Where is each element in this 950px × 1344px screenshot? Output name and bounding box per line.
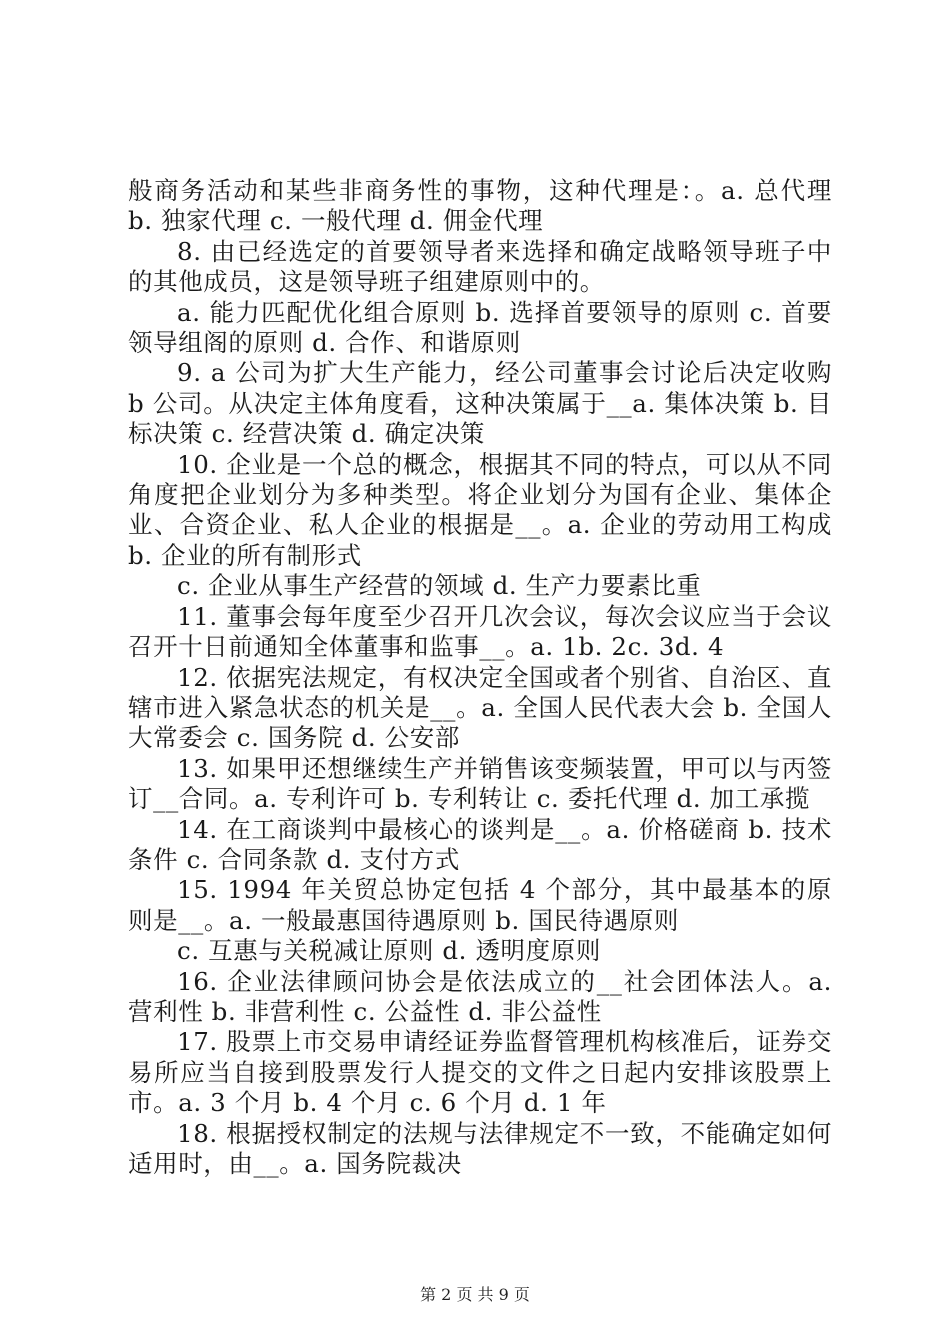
paragraph: 11. 董事会每年度至少召开几次会议，每次会议应当于会议召开十日前通知全体董事和监事__。a. 1b. 2c. 3d. 4 bbox=[128, 601, 832, 662]
paragraph: 9. a 公司为扩大生产能力，经公司董事会讨论后决定收购 b 公司。从决定主体角度看，这种决策属于__a. 集体决策 b. 目标决策 c. 经营决策 d. 确定决策 bbox=[128, 358, 832, 449]
paragraph: c. 互惠与关税减让原则 d. 透明度原则 bbox=[177, 936, 601, 966]
paragraph: a. 能力匹配优化组合原则 b. 选择首要领导的原则 c. 首要领导组阁的原则 d. 合作、和谐原则 bbox=[128, 297, 832, 358]
paragraph: 18. 根据授权制定的法规与法律规定不一致，不能确定如何适用时，由__。a. 国务院裁决 bbox=[128, 1118, 832, 1178]
paragraph: 8. 由已经选定的首要领导者来选择和确定战略领导班子中的其他成员，这是领导班子组建原则中的。 bbox=[128, 236, 832, 297]
paragraph: 17. 股票上市交易申请经证券监督管理机构核准后，证券交易所应当自接到股票发行人提交的文件之日起内安排该股票上市。a. 3 个月 b. 4 个月 c. 6 个月 d. 1 年 bbox=[128, 1027, 832, 1118]
document-body bbox=[128, 176, 832, 1179]
paragraph: 12. 依据宪法规定，有权决定全国或者个别省、自治区、直辖市进入紧急状态的机关是__。a. 全国人民代表大会 b. 全国人大常委会 c. 国务院 d. 公安部 bbox=[128, 662, 832, 753]
page-number-footer: 第 2 页 共 9 页 bbox=[420, 1285, 530, 1304]
paragraph: 15. 1994 年关贸总协定包括 4 个部分，其中最基本的原则是__。a. 一般最惠国待遇原则 b. 国民待遇原则 bbox=[128, 875, 832, 935]
paragraph: 16. 企业法律顾问协会是依法成立的__社会团体法人。a. 营利性 b. 非营利性 c. 公益性 d. 非公益性 bbox=[128, 966, 832, 1026]
paragraph: 14. 在工商谈判中最核心的谈判是__。a. 价格磋商 b. 技术条件 c. 合同条款 d. 支付方式 bbox=[128, 814, 832, 874]
paragraph: 10. 企业是一个总的概念，根据其不同的特点，可以从不同角度把企业划分为多种类型。将企业划分为国有企业、集体企业、合资企业、私人企业的根据是__。a. 企业的劳动用工构成 b. 企业的所有制形式 bbox=[128, 449, 832, 570]
paragraph: 13. 如果甲还想继续生产并销售该变频装置，甲可以与丙签订__合同。a. 专利许可 b. 专利转让 c. 委托代理 d. 加工承揽 bbox=[128, 753, 832, 814]
paragraph: c. 企业从事生产经营的领域 d. 生产力要素比重 bbox=[177, 571, 702, 601]
paragraph: 般商务活动和某些非商务性的事物，这种代理是：。a. 总代理 b. 独家代理 c. 一般代理 d. 佣金代理 bbox=[128, 176, 832, 236]
